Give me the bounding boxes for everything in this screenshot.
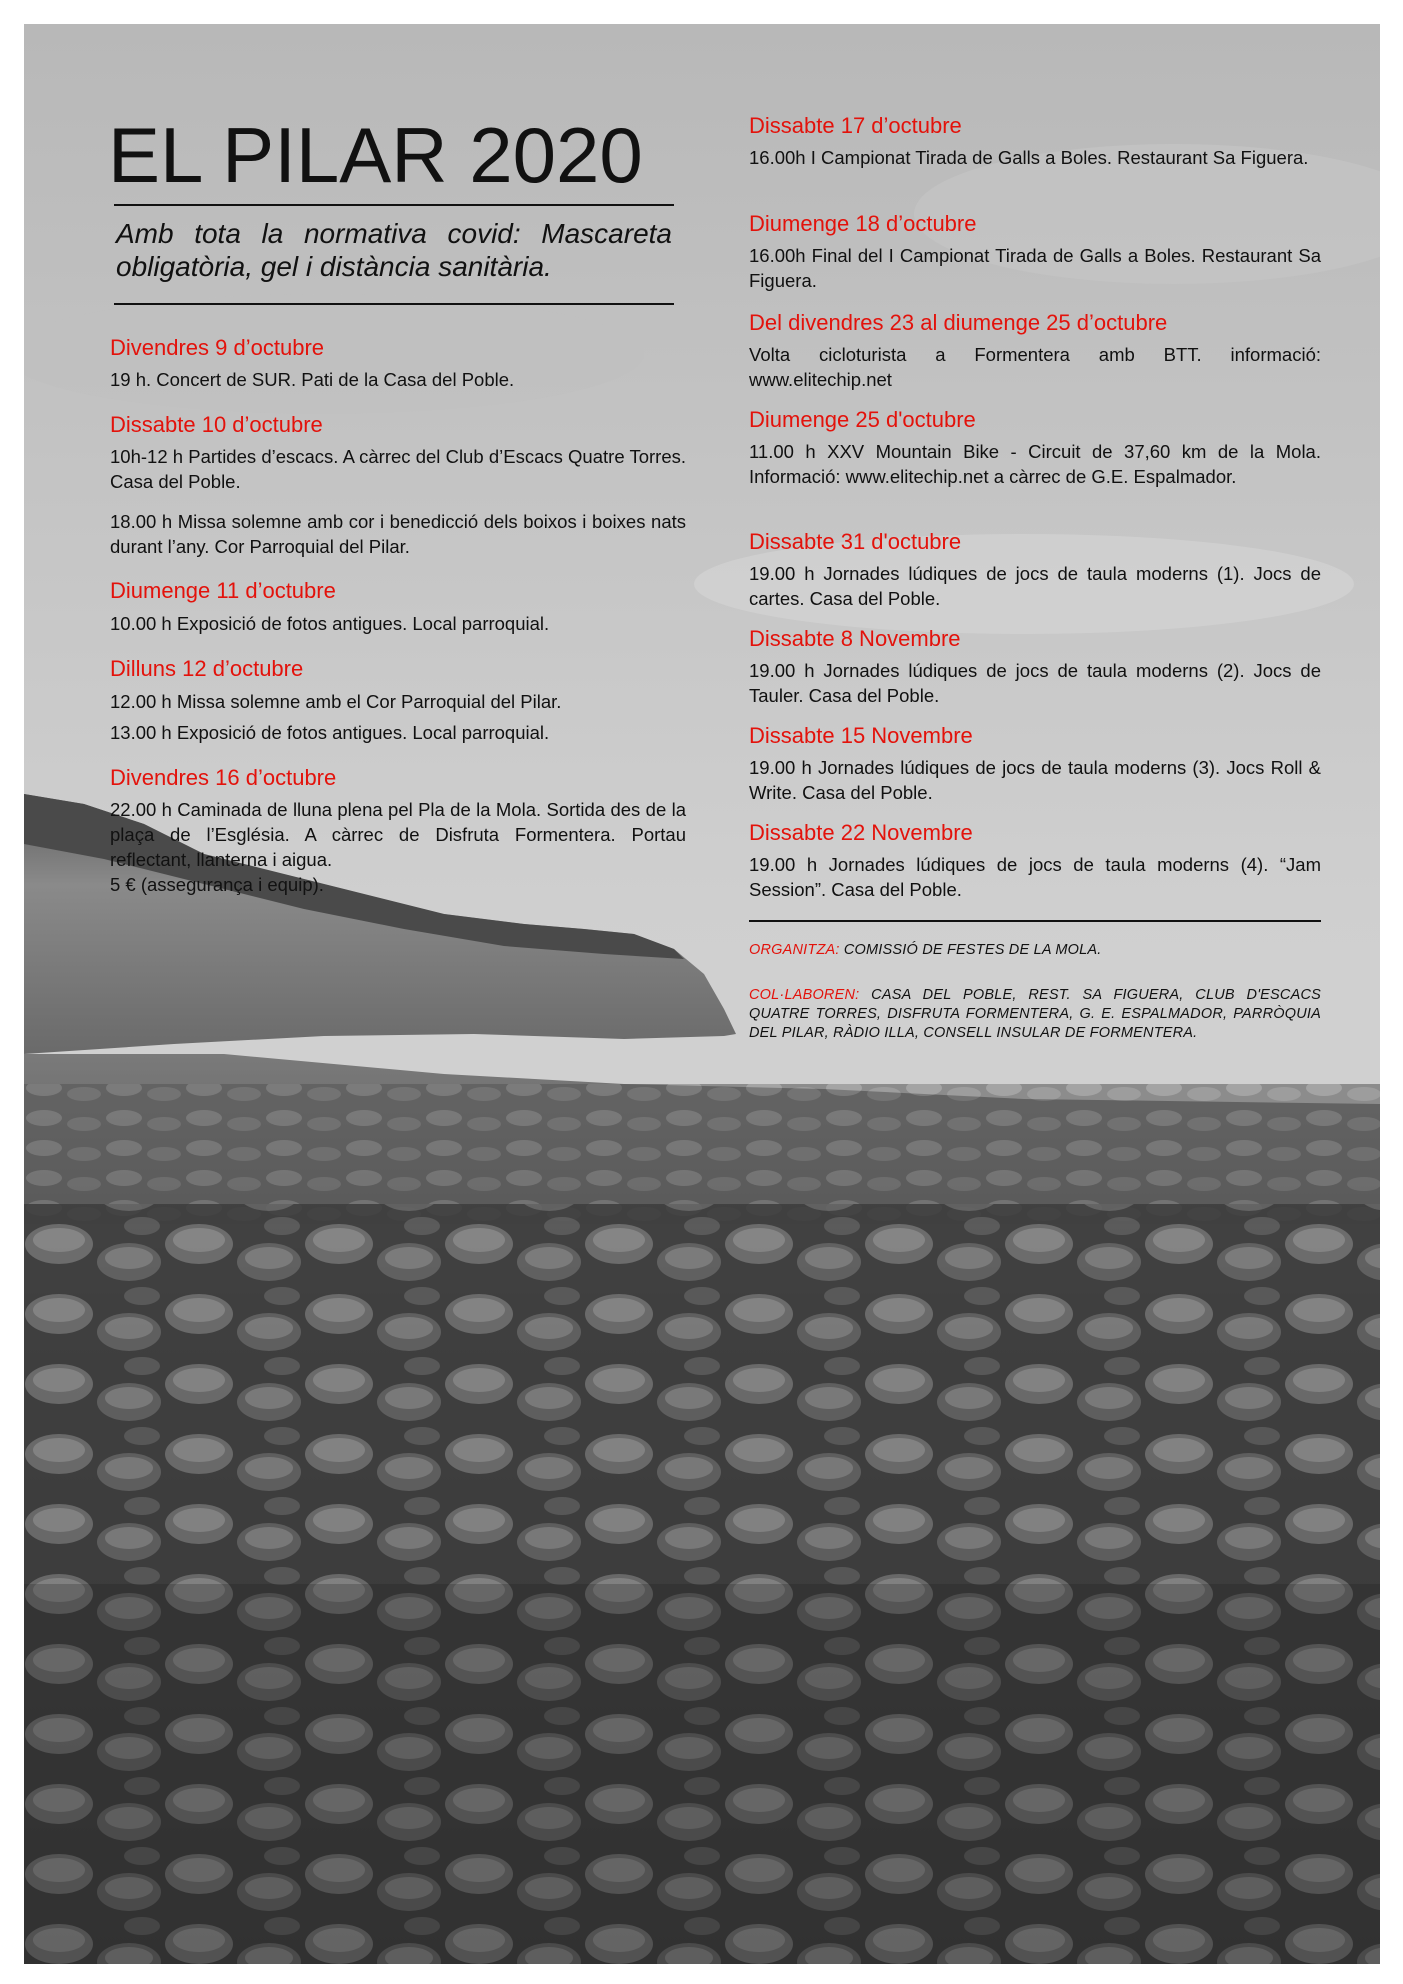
poster — [24, 24, 1380, 1964]
event-day: Diumenge 18 d’octubre — [749, 211, 977, 236]
event-item: 10h-12 h Partides d’escacs. A càrrec del Club d’Escacs Quatre Torres. Casa del Poble. — [110, 446, 686, 492]
event-item: 11.00 h XXV Mountain Bike - Circuit de 37,60 km de la Mola. Informació: www.elitechip.net a càrrec de G.E. Espalmador. — [749, 441, 1321, 487]
event-item: 5 € (assegurança i equip). — [110, 874, 324, 895]
event-day: Del divendres 23 al diumenge 25 d’octubre — [749, 310, 1168, 335]
credits-divider — [749, 920, 1321, 922]
event-item: Volta cicloturista a Formentera amb BTT. informació: www.elitechip.net — [749, 344, 1321, 390]
covid-notice: Amb tota la normativa covid: Mascareta obligatòria, gel i distància sanitària. — [116, 218, 672, 282]
event-day: Divendres 16 d’octubre — [110, 765, 337, 790]
event-item: 12.00 h Missa solemne amb el Cor Parroquial del Pilar. — [110, 691, 562, 712]
event-item: 22.00 h Caminada de lluna plena pel Pla de la Mola. Sortida des de la plaça de l’Església. A càrrec de Disfruta Formentera. Portau reflectant, llanterna i aigua. — [110, 799, 686, 870]
collaborators-label: COL·LABOREN: — [749, 987, 860, 1003]
event-day: Diumenge 11 d’octubre — [110, 578, 336, 603]
organizer-credit — [749, 941, 1321, 960]
event-item: 19.00 h Jornades lúdiques de jocs de taula moderns (2). Jocs de Tauler. Casa del Poble. — [749, 660, 1321, 706]
title-divider-bottom — [114, 303, 674, 305]
event-day: Dissabte 8 Novembre — [749, 626, 961, 651]
event-day: Dilluns 12 d’octubre — [110, 656, 304, 681]
event-day: Dissabte 15 Novembre — [749, 723, 973, 748]
poster-title: EL PILAR 2020 — [108, 111, 643, 199]
event-day: Divendres 9 d’octubre — [110, 335, 325, 360]
event-item: 19 h. Concert de SUR. Pati de la Casa del Poble. — [110, 369, 515, 390]
event-day: Dissabte 10 d’octubre — [110, 412, 323, 437]
event-item: 19.00 h Jornades lúdiques de jocs de taula moderns (4). “Jam Session”. Casa del Poble. — [749, 854, 1321, 900]
event-item: 16.00h Final del I Campionat Tirada de Galls a Boles. Restaurant Sa Figuera. — [749, 245, 1321, 291]
organizer-text: COMISSIÓ DE FESTES DE LA MOLA. — [843, 942, 1102, 958]
collaborators-credit — [749, 986, 1321, 1043]
event-day: Dissabte 31 d'octubre — [749, 529, 962, 554]
event-day: Dissabte 22 Novembre — [749, 820, 973, 845]
title-divider-top — [114, 204, 674, 206]
collaborators-text: CASA DEL POBLE, REST. SA FIGUERA, CLUB D'ESCACS QUATRE TORRES, DISFRUTA FORMENTERA, G. E. ESPALMADOR, PARRÒQUIA DEL PILAR, RÀDIO ILLA, CONSELL INSULAR DE FORMENTERA. — [749, 987, 1322, 1041]
event-item: 13.00 h Exposició de fotos antigues. Local parroquial. — [110, 722, 550, 743]
event-day: Dissabte 17 d’octubre — [749, 113, 962, 138]
event-item: 19.00 h Jornades lúdiques de jocs de taula moderns (3). Jocs Roll & Write. Casa del Poble. — [749, 757, 1321, 803]
organizer-label: ORGANITZA: — [749, 942, 840, 958]
event-item: 10.00 h Exposició de fotos antigues. Local parroquial. — [110, 613, 550, 634]
event-item: 18.00 h Missa solemne amb cor i benedicció dels boixos i boixes nats durant l’any. Cor Parroquial del Pilar. — [110, 511, 686, 557]
event-day: Diumenge 25 d'octubre — [749, 407, 976, 432]
event-item: 19.00 h Jornades lúdiques de jocs de taula moderns (1). Jocs de cartes. Casa del Poble. — [749, 563, 1321, 609]
event-item: 16.00h I Campionat Tirada de Galls a Boles. Restaurant Sa Figuera. — [749, 147, 1309, 168]
